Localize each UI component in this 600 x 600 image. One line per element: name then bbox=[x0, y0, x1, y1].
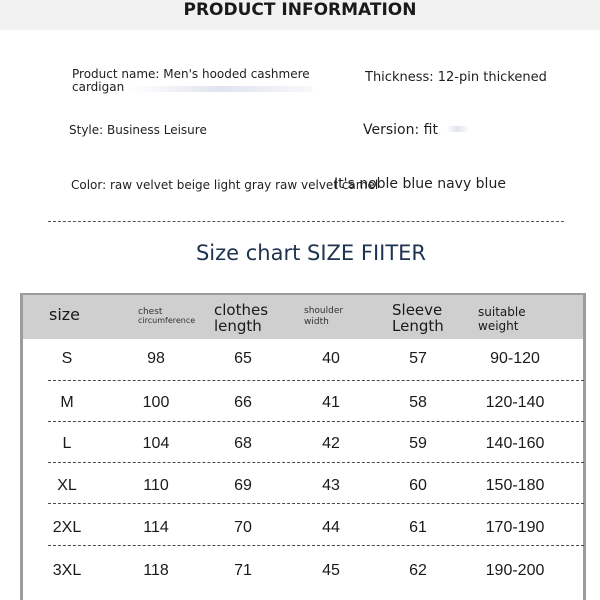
cell-size: M bbox=[60, 394, 74, 411]
header-size: size bbox=[49, 305, 81, 324]
blurred-text bbox=[446, 126, 468, 132]
cell-shoulder-width: 45 bbox=[322, 562, 340, 579]
cell-shoulder-width: 42 bbox=[322, 435, 340, 452]
cell-sleeve-length: 58 bbox=[409, 394, 427, 411]
cell-sleeve-length: 62 bbox=[409, 562, 427, 579]
header-sleeve-length: Sleeve bbox=[392, 301, 443, 319]
row-separator bbox=[48, 503, 584, 504]
row-separator bbox=[48, 462, 584, 463]
cell-sleeve-length: 61 bbox=[409, 519, 427, 536]
cell-clothes-length: 70 bbox=[234, 519, 252, 536]
header-shoulder-cont: width bbox=[304, 317, 329, 327]
cell-weight: 190-200 bbox=[485, 562, 545, 579]
cell-size: L bbox=[62, 435, 72, 452]
cell-chest: 110 bbox=[143, 477, 169, 494]
blurred-text bbox=[128, 86, 313, 92]
thickness-label: Thickness: 12-pin thickened bbox=[365, 70, 547, 85]
cell-chest: 114 bbox=[143, 519, 169, 536]
cell-chest: 98 bbox=[147, 350, 165, 367]
cell-shoulder-width: 44 bbox=[322, 519, 340, 536]
cell-size: 3XL bbox=[52, 562, 82, 579]
header-chest: chest bbox=[138, 307, 163, 317]
header-clothes-length-cont: length bbox=[214, 317, 262, 335]
cell-weight: 90-120 bbox=[490, 350, 540, 367]
color-label: Color: raw velvet beige light gray raw velvet camel bbox=[71, 178, 379, 192]
cell-shoulder-width: 40 bbox=[322, 350, 340, 367]
cell-size: 2XL bbox=[52, 519, 82, 536]
cell-chest: 118 bbox=[143, 562, 169, 579]
cell-sleeve-length: 57 bbox=[409, 350, 427, 367]
cell-clothes-length: 71 bbox=[234, 562, 252, 579]
section-divider bbox=[48, 221, 564, 222]
product-name-label: Product name: Men's hooded cashmere bbox=[72, 67, 310, 81]
style-label: Style: Business Leisure bbox=[69, 123, 207, 137]
cell-weight: 120-140 bbox=[485, 394, 545, 411]
cell-clothes-length: 66 bbox=[234, 394, 252, 411]
cell-chest: 100 bbox=[142, 394, 170, 411]
cell-shoulder-width: 41 bbox=[322, 394, 340, 411]
header-chest-cont: circumference bbox=[138, 316, 196, 325]
cell-shoulder-width: 43 bbox=[322, 477, 340, 494]
version-label: Version: fit bbox=[363, 122, 438, 138]
row-separator bbox=[48, 421, 584, 422]
cell-clothes-length: 68 bbox=[234, 435, 252, 452]
header-shoulder: shoulder bbox=[304, 306, 344, 316]
cell-size: XL bbox=[57, 477, 77, 494]
cell-chest: 104 bbox=[142, 435, 170, 452]
size-chart-title: Size chart SIZE FIITER bbox=[195, 241, 427, 265]
color-label-cont: It's noble blue navy blue bbox=[334, 176, 506, 192]
cell-sleeve-length: 59 bbox=[409, 435, 427, 452]
cell-clothes-length: 65 bbox=[234, 350, 252, 367]
header-weight: suitable bbox=[478, 305, 526, 319]
header-sleeve-length-cont: Length bbox=[392, 317, 444, 335]
cell-weight: 140-160 bbox=[485, 435, 545, 452]
cell-weight: 150-180 bbox=[485, 477, 545, 494]
product-name-label-cont: cardigan bbox=[72, 80, 125, 94]
header-weight-cont: weight bbox=[478, 319, 519, 333]
cell-sleeve-length: 60 bbox=[409, 477, 427, 494]
header-clothes-length: clothes bbox=[214, 301, 269, 319]
cell-weight: 170-190 bbox=[485, 519, 545, 536]
row-separator bbox=[48, 380, 584, 381]
cell-size: S bbox=[61, 350, 73, 367]
row-separator bbox=[48, 545, 584, 546]
page-title: PRODUCT INFORMATION bbox=[183, 0, 417, 20]
cell-clothes-length: 69 bbox=[234, 477, 252, 494]
